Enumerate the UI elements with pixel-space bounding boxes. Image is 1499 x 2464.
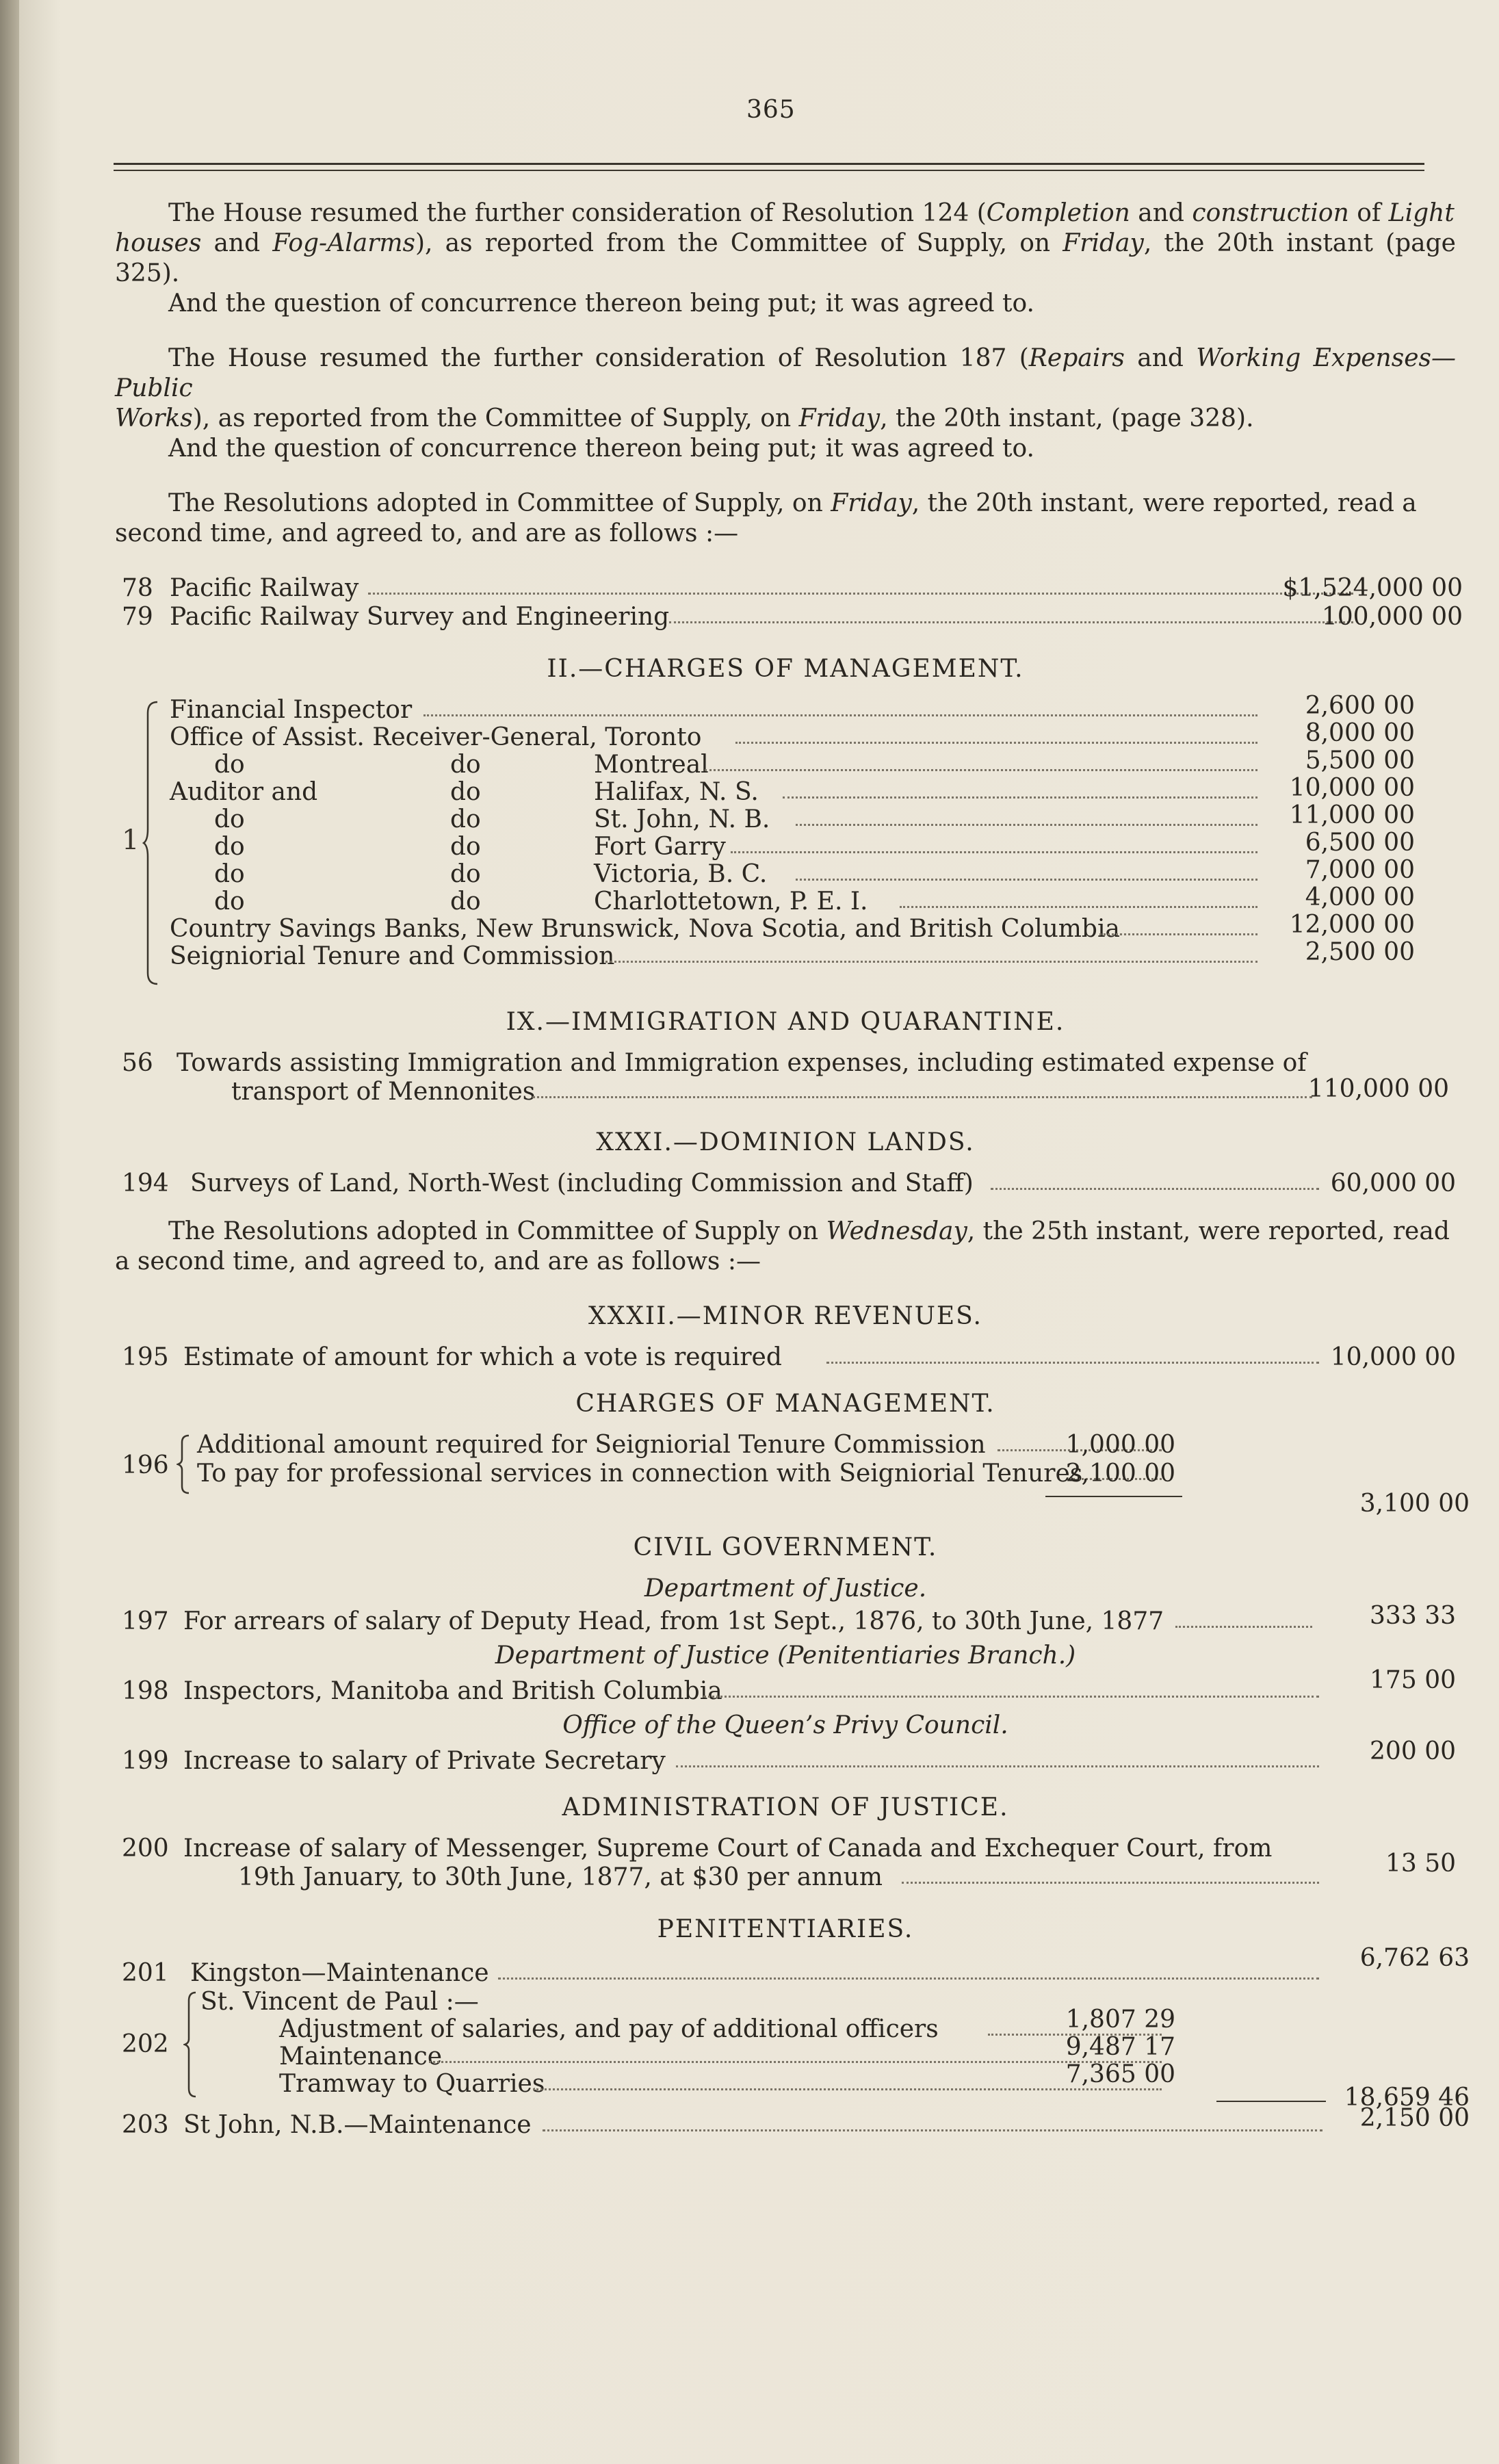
item-199 xyxy=(115,1737,1456,1775)
row-do: do xyxy=(450,887,481,916)
row-amount: 4,000 00 xyxy=(1305,883,1415,911)
text: construction xyxy=(1192,199,1349,227)
management-row xyxy=(115,747,1456,779)
item-196 xyxy=(115,1430,1470,1518)
text: The Resolutions adopted in Committee of Supply on xyxy=(168,1217,826,1245)
item-label: Surveys of Land, North-West (including Commission and Staff) xyxy=(190,1169,974,1197)
management-row xyxy=(115,774,1456,806)
text: ), as reported from the Committee of Supply, on xyxy=(192,404,799,432)
row-amount: 2,600 00 xyxy=(1305,692,1415,720)
section-heading: II.—CHARGES OF MANAGEMENT. xyxy=(547,655,1024,683)
leader-dots xyxy=(731,851,1257,853)
row-label: do xyxy=(214,860,245,888)
text: The House resumed the further consideration of Resolution 124 ( xyxy=(168,199,987,227)
item-56 xyxy=(115,1048,1456,1110)
item-number: 195 xyxy=(122,1343,169,1371)
item-amount: 9,487 17 xyxy=(1065,2033,1175,2061)
item-amount: 1,000 00 xyxy=(1065,1431,1175,1459)
text: a second time, and agreed to, and are as follows :— xyxy=(115,1247,761,1275)
text: and xyxy=(1124,344,1197,372)
subsection-heading: Department of Justice. xyxy=(644,1574,927,1603)
text: The Resolutions adopted in Committee of Supply, on xyxy=(168,489,831,517)
leader-dots xyxy=(423,714,1257,716)
item-amount: 333 33 xyxy=(1370,1602,1456,1630)
left-brace xyxy=(177,1433,193,1494)
paragraph-resolution-124 xyxy=(115,198,1456,319)
row-label: do xyxy=(214,751,245,779)
item-label: For arrears of salary of Deputy Head, from 1st Sept., 1876, to 30th June, 1877 xyxy=(183,1607,1164,1635)
leader-dots xyxy=(991,1188,1319,1190)
item-label: Pacific Railway Survey and Engineering xyxy=(170,603,670,631)
items-pacific xyxy=(115,573,1463,631)
row-amount: 12,000 00 xyxy=(1289,911,1415,939)
left-brace xyxy=(183,1990,200,2099)
item-label: St. Vincent de Paul :— xyxy=(200,1988,479,2016)
page-number: 365 xyxy=(746,96,796,124)
item-amount: 175 00 xyxy=(1370,1666,1456,1694)
management-row xyxy=(115,856,1456,888)
section-heading: PENITENTIARIES. xyxy=(657,1915,914,1943)
leader-dots xyxy=(368,593,1353,595)
item-amount: 110,000 00 xyxy=(1307,1075,1449,1103)
page-content xyxy=(115,179,1470,2139)
text: Friday xyxy=(1063,229,1144,257)
paragraph-resolutions-wednesday xyxy=(115,1217,1456,1277)
text: Wednesday xyxy=(826,1217,967,1245)
management-row xyxy=(115,883,1456,916)
item-198 xyxy=(115,1666,1456,1705)
item-label: Maintenance xyxy=(279,2042,443,2071)
header-rule-bottom xyxy=(114,170,1424,171)
item-203 xyxy=(115,2104,1470,2139)
header-rule-top xyxy=(114,163,1424,165)
item-label-cont: transport of Mennonites xyxy=(231,1078,536,1106)
text: Works xyxy=(115,404,193,432)
text: Fog-Alarms xyxy=(272,229,416,257)
row-amount: 7,000 00 xyxy=(1305,856,1415,884)
item-197 xyxy=(115,1602,1456,1635)
item-label: Estimate of amount for which a vote is required xyxy=(183,1343,782,1371)
item-number: 1 xyxy=(122,825,140,856)
text: And the question of concurrence thereon being put; it was agreed to. xyxy=(168,435,1034,463)
row-amount: 2,500 00 xyxy=(1305,938,1415,966)
text: and xyxy=(201,229,273,257)
item-201 xyxy=(115,1944,1470,1987)
item-amount: 100,000 00 xyxy=(1321,603,1463,631)
text: and xyxy=(1130,199,1192,227)
management-row xyxy=(115,938,1456,970)
item-number: 56 xyxy=(122,1049,153,1077)
item-number: 200 xyxy=(122,1834,169,1863)
row-label: Country Savings Banks, New Brunswick, Nova Scotia, and British Columbia xyxy=(170,915,1120,943)
subsection-heading: Office of the Queen’s Privy Council. xyxy=(562,1711,1008,1739)
row-place: Victoria, B. C. xyxy=(594,860,768,888)
item-200 xyxy=(115,1834,1456,1897)
text: And the question of concurrence thereon being put; it was agreed to. xyxy=(168,289,1034,317)
item-194 xyxy=(115,1169,1456,1197)
leader-dots xyxy=(902,1882,1319,1884)
leader-dots xyxy=(532,1096,1312,1098)
subtotal-rule xyxy=(1045,1496,1182,1497)
text: , the 25th instant, were reported, read xyxy=(967,1217,1450,1245)
row-do: do xyxy=(450,805,481,833)
text: Friday xyxy=(831,489,912,517)
book-spine-edge xyxy=(0,0,19,2464)
item-amount: 6,762 63 xyxy=(1359,1944,1470,1972)
text: The House resumed the further consideration of Resolution 187 ( xyxy=(168,344,1029,372)
row-do: do xyxy=(450,833,481,861)
item-number: 201 xyxy=(122,1959,169,1987)
leader-dots xyxy=(783,796,1257,799)
row-label: Office of Assist. Receiver-General, Toronto xyxy=(170,723,702,751)
leader-dots xyxy=(703,1696,1319,1698)
row-place: Montreal xyxy=(594,751,709,779)
item-label: Additional amount required for Seigniorial Tenure Commission xyxy=(197,1431,986,1459)
leader-dots xyxy=(1099,933,1257,935)
charges-of-management-table xyxy=(115,692,1456,989)
item-number: 78 xyxy=(122,574,153,602)
row-amount: 6,500 00 xyxy=(1305,829,1415,857)
row-amount: 5,500 00 xyxy=(1305,747,1415,775)
management-row xyxy=(115,692,1456,724)
page xyxy=(19,0,1499,2464)
leader-dots xyxy=(900,906,1257,908)
item-amount: 200 00 xyxy=(1370,1737,1456,1765)
management-row xyxy=(115,911,1456,943)
text: Repairs xyxy=(1028,344,1125,372)
item-number: 197 xyxy=(122,1607,169,1635)
row-amount: 11,000 00 xyxy=(1289,801,1415,829)
management-row xyxy=(115,801,1456,833)
leader-dots xyxy=(796,879,1257,881)
list-item xyxy=(115,573,1463,602)
text: , the 20th instant, were reported, read a xyxy=(911,489,1417,517)
section-heading: ADMINISTRATION OF JUSTICE. xyxy=(562,1793,1009,1821)
subtotal-rule xyxy=(1216,2101,1326,2102)
row-label: Seigniorial Tenure and Commission xyxy=(170,942,615,970)
list-item xyxy=(115,602,1463,631)
item-total: 18,659 46 xyxy=(1344,2084,1470,2112)
text: Friday xyxy=(798,404,881,432)
row-label: Financial Inspector xyxy=(170,696,413,724)
item-label: Pacific Railway xyxy=(170,574,359,602)
text: , the 20th instant (page 325). xyxy=(115,229,1456,287)
section-heading: XXXI.—DOMINION LANDS. xyxy=(596,1128,975,1156)
item-label: Kingston—Maintenance xyxy=(190,1959,489,1987)
paragraph-resolutions-friday xyxy=(115,489,1456,549)
row-place: Fort Garry xyxy=(594,833,726,861)
item-label: Tramway to Quarries xyxy=(279,2070,545,2098)
item-amount: 60,000 00 xyxy=(1330,1169,1456,1197)
text: (Penitentiaries Branch.) xyxy=(777,1642,1076,1670)
item-number: 202 xyxy=(122,2030,169,2058)
row-do: do xyxy=(450,778,481,806)
leader-dots xyxy=(826,1362,1319,1364)
item-label: To pay for professional services in connection with Seigniorial Tenures xyxy=(197,1460,1083,1488)
text: Department of Justice xyxy=(495,1642,770,1670)
section-heading: XXXII.—MINOR REVENUES. xyxy=(588,1302,983,1330)
text: second time, and agreed to, and are as follows :— xyxy=(115,519,739,547)
text: , the 20th instant, (page 328). xyxy=(880,404,1254,432)
item-amount: 10,000 00 xyxy=(1330,1343,1456,1371)
row-amount: 8,000 00 xyxy=(1305,719,1415,747)
item-number: 199 xyxy=(122,1747,169,1775)
leader-dots xyxy=(543,2129,1322,2131)
row-label: do xyxy=(214,805,245,833)
paragraph-resolution-187 xyxy=(115,343,1456,464)
text: ), as reported from the Committee of Supply, on xyxy=(415,229,1063,257)
row-amount: 10,000 00 xyxy=(1289,774,1415,802)
row-label: Auditor and xyxy=(170,778,318,806)
row-do: do xyxy=(450,751,481,779)
leader-dots xyxy=(605,961,1257,963)
leader-dots xyxy=(735,742,1257,744)
item-label: St John, N.B.—Maintenance xyxy=(183,2111,532,2139)
item-amount: 2,100 00 xyxy=(1065,1460,1175,1488)
text: houses xyxy=(115,229,202,257)
item-number: 79 xyxy=(122,603,153,631)
item-number: 194 xyxy=(122,1169,169,1197)
row-do: do xyxy=(450,860,481,888)
section-heading: CHARGES OF MANAGEMENT. xyxy=(575,1390,995,1418)
item-total: 3,100 00 xyxy=(1359,1490,1470,1518)
leader-dots xyxy=(676,1765,1319,1767)
item-number: 196 xyxy=(122,1451,169,1479)
section-heading: IX.—IMMIGRATION AND QUARANTINE. xyxy=(506,1008,1065,1036)
item-amount: 13 50 xyxy=(1385,1850,1456,1878)
item-label-cont: 19th January, to 30th June, 1877, at $30 per annum xyxy=(238,1863,883,1891)
item-amount: 7,365 00 xyxy=(1065,2060,1175,2088)
leader-dots xyxy=(1175,1626,1312,1628)
item-label: Increase of salary of Messenger, Supreme Court of Canada and Exchequer Court, from xyxy=(183,1834,1273,1863)
row-place: Charlottetown, P. E. I. xyxy=(594,887,868,916)
item-195 xyxy=(115,1343,1456,1371)
leader-dots xyxy=(705,769,1257,771)
item-amount: 2,150 00 xyxy=(1359,2104,1470,2132)
text: Working Expenses—Public xyxy=(115,344,1456,402)
management-row xyxy=(115,719,1456,751)
item-number: 203 xyxy=(122,2111,169,2139)
item-amount: 1,807 29 xyxy=(1065,2006,1175,2034)
row-place: Halifax, N. S. xyxy=(594,778,759,806)
management-row xyxy=(115,829,1456,861)
row-label: do xyxy=(214,887,245,916)
leader-dots xyxy=(498,1977,1319,1980)
text: of xyxy=(1348,199,1389,227)
leader-dots xyxy=(669,621,1353,623)
row-place: St. John, N. B. xyxy=(594,805,770,833)
row-label: do xyxy=(214,833,245,861)
item-202 xyxy=(115,1987,1470,2112)
item-number: 198 xyxy=(122,1677,169,1705)
item-label: Adjustment of salaries, and pay of additional officers xyxy=(279,2015,939,2043)
leader-dots xyxy=(796,824,1257,826)
item-label: Towards assisting Immigration and Immigration expenses, including estimated expense of xyxy=(177,1049,1307,1077)
section-heading: CIVIL GOVERNMENT. xyxy=(633,1533,938,1561)
text: Completion xyxy=(986,199,1130,227)
item-amount: $1,524,000 00 xyxy=(1282,574,1463,602)
item-label: Increase to salary of Private Secretary xyxy=(183,1747,666,1775)
text: Light xyxy=(1388,199,1455,227)
item-label: Inspectors, Manitoba and British Columbia xyxy=(183,1677,722,1705)
subsection-heading xyxy=(115,1641,1456,1671)
